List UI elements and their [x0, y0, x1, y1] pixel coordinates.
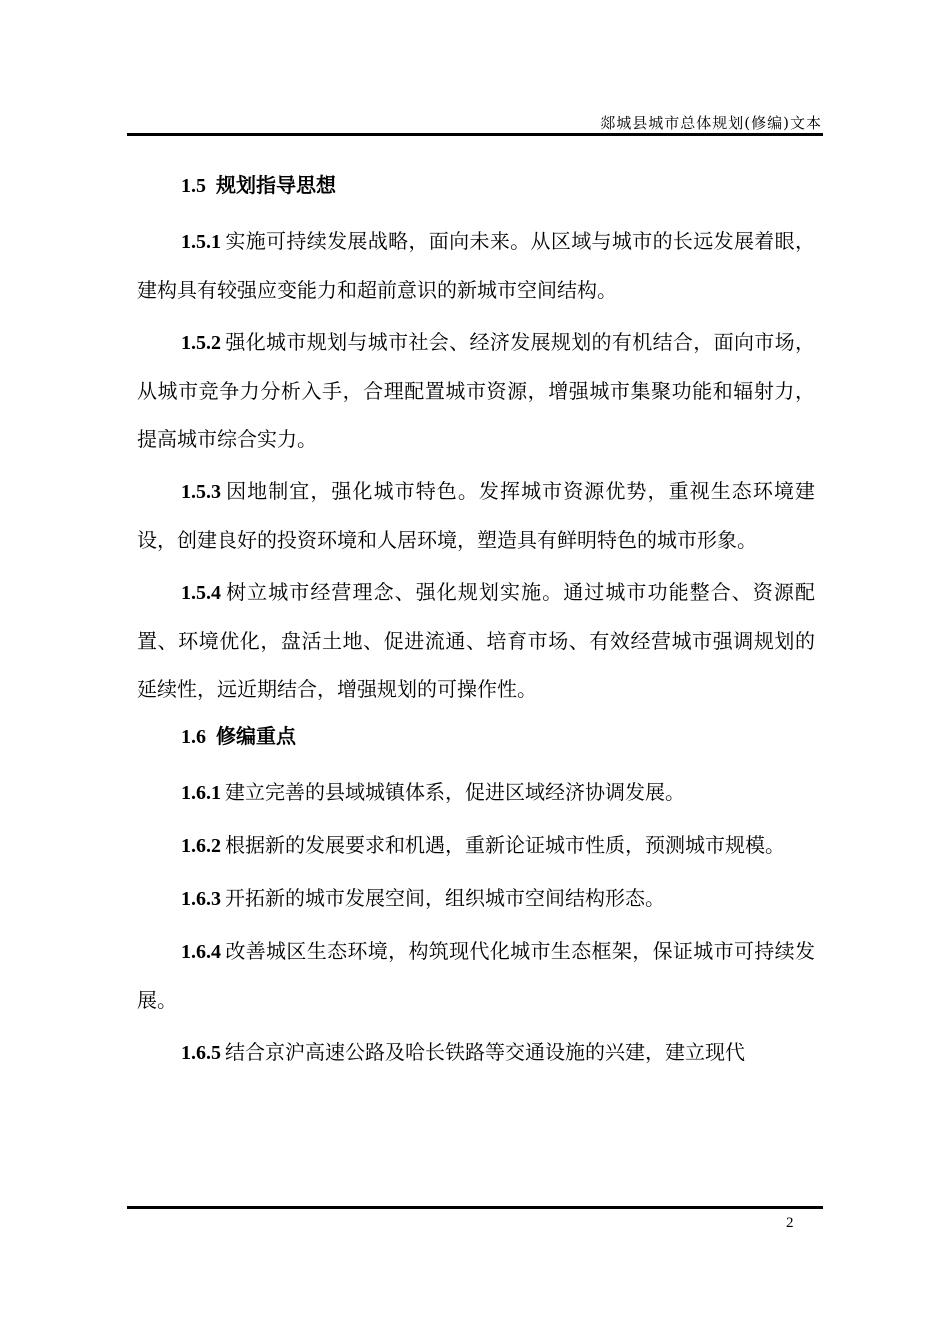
paragraph-number: 1.6.1	[181, 782, 221, 804]
paragraph-number: 1.5.3	[181, 481, 221, 503]
footer-rule	[127, 1206, 823, 1209]
paragraph-text: 因地制宜，强化城市特色。发挥城市资源优势，重视生态环境建设，创建良好的投资环境和人居环境，塑造具有鲜明特色的城市形象。	[137, 479, 815, 552]
paragraph-1-6-1	[137, 768, 815, 817]
paragraph-number: 1.5.4	[181, 582, 221, 604]
section-title: 规划指导思想	[216, 173, 336, 197]
section-number: 1.5	[181, 175, 206, 197]
paragraph-number: 1.6.4	[181, 941, 221, 963]
paragraph-number: 1.5.1	[181, 231, 221, 253]
paragraph-1-5-1	[137, 217, 815, 314]
paragraph-text: 树立城市经营理念、强化规划实施。通过城市功能整合、资源配置、环境优化，盘活土地、促进流通、培育市场、有效经营城市强调规划的延续性，远近期结合，增强规划的可操作性。	[137, 580, 815, 701]
paragraph-1-6-5	[137, 1028, 815, 1077]
paragraph-1-6-4	[137, 927, 815, 1024]
section-title: 修编重点	[216, 724, 296, 748]
document-body	[137, 166, 815, 1081]
paragraph-text: 结合京沪高速公路及哈长铁路等交通设施的兴建，建立现代	[225, 1040, 745, 1064]
running-header: 郯城县城市总体规划(修编)文本	[600, 114, 822, 132]
paragraph-text: 建立完善的县域城镇体系，促进区域经济协调发展。	[225, 780, 685, 804]
paragraph-text: 改善城区生态环境，构筑现代化城市生态框架，保证城市可持续发展。	[137, 939, 815, 1012]
paragraph-1-6-2	[137, 821, 815, 870]
paragraph-text: 根据新的发展要求和机遇，重新论证城市性质，预测城市规模。	[225, 833, 785, 857]
paragraph-text: 实施可持续发展战略，面向未来。从区域与城市的长远发展着眼，建构具有较强应变能力和超前意识的新城市空间结构。	[137, 229, 815, 302]
paragraph-text: 强化城市规划与城市社会、经济发展规划的有机结合，面向市场，从城市竞争力分析入手，合理配置城市资源，增强城市集聚功能和辐射力，提高城市综合实力。	[137, 330, 815, 451]
section-heading-1-6	[137, 717, 815, 768]
paragraph-1-6-3	[137, 874, 815, 923]
page-number: 2	[786, 1215, 794, 1231]
paragraph-number: 1.5.2	[181, 332, 221, 354]
paragraph-number: 1.6.5	[181, 1042, 221, 1064]
paragraph-number: 1.6.3	[181, 888, 221, 910]
header-rule	[127, 133, 823, 136]
paragraph-1-5-3	[137, 467, 815, 564]
paragraph-1-5-2	[137, 318, 815, 463]
paragraph-text: 开拓新的城市发展空间，组织城市空间结构形态。	[225, 886, 665, 910]
paragraph-1-5-4	[137, 568, 815, 713]
section-heading-1-5	[137, 166, 815, 217]
section-number: 1.6	[181, 726, 206, 748]
paragraph-number: 1.6.2	[181, 835, 221, 857]
